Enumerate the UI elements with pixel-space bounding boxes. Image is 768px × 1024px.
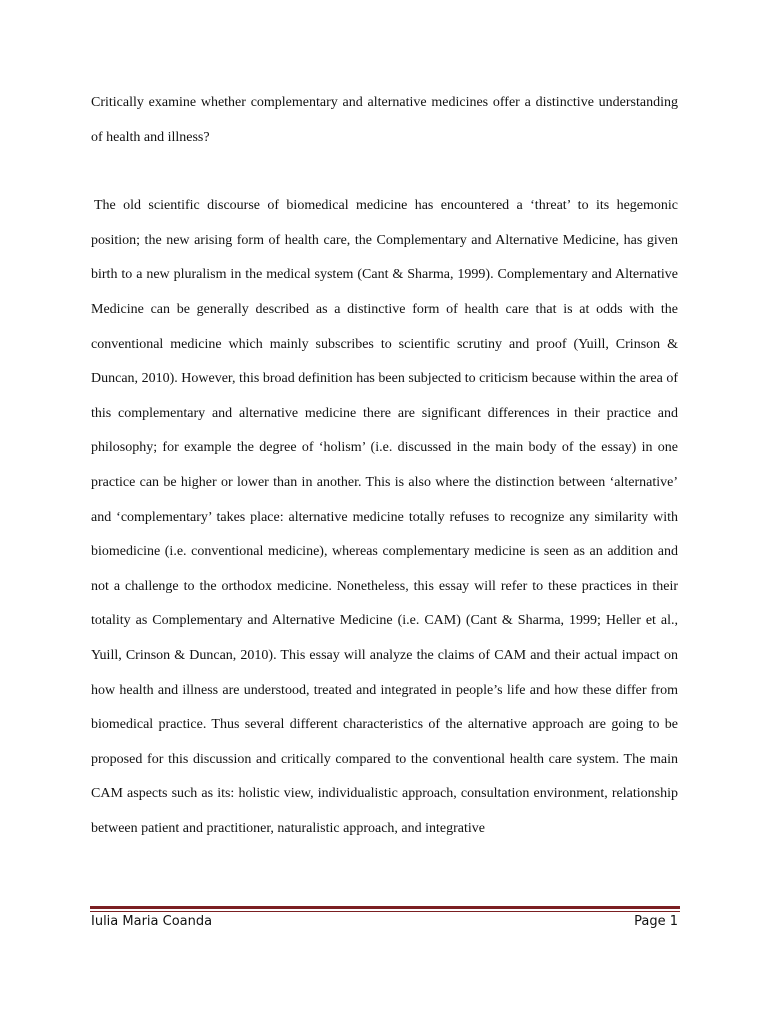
footer-divider-thin — [90, 911, 680, 912]
footer-author-name: Iulia Maria Coanda — [91, 914, 213, 929]
footer-divider-thick — [90, 906, 680, 909]
introduction-paragraph: The old scientific discourse of biomedical medicine has encountered a ‘threat’ to its hegemonic position; the new arising form of health care, the Complementary and Alternative Medicine, has given birth to a new pluralism in the medical system (Cant & Sharma, 1999). Complementary and Alternative Medicine can be generally described as a distinctive form of health care that is at odds with the conventional medicine which mainly subscribes to scientific scrutiny and proof (Yuill, Crinson & Duncan, 2010). However, this broad definition has been subjected to criticism because within the area of this complementary and alternative medicine there are significant differences in their practice and philosophy; for example the degree of ‘holism’ (i.e. discussed in the main body of the essay) in one practice can be higher or lower than in another. This is also where the distinction between ‘alternative’ and ‘complementary’ takes place: alternative medicine totally refuses to recognize any similarity with biomedicine (i.e. conventional medicine), whereas complementary medicine is seen as an addition and not a challenge to the orthodox medicine. Nonetheless, this essay will refer to these practices in their totality as Complementary and Alternative Medicine (i.e. CAM) (Cant & Sharma, 1999; Heller et al., Yuill, Crinson & Duncan, 2010). This essay will analyze the claims of CAM and their actual impact on how health and illness are understood, treated and integrated in people’s life and how these differ from biomedical practice. Thus several different characteristics of the alternative approach are going to be proposed for this discussion and critically compared to the conventional health care system. The main CAM aspects such as its: holistic view, individualistic approach, consultation environment, relationship between patient and practitioner, naturalistic approach, and integrative — [91, 198, 678, 836]
essay-question: Critically examine whether complementary and alternative medicines offer a distinctive understanding of health and illness? — [91, 95, 678, 145]
footer-page-number: Page 1 — [634, 914, 678, 929]
page-content — [91, 86, 678, 846]
